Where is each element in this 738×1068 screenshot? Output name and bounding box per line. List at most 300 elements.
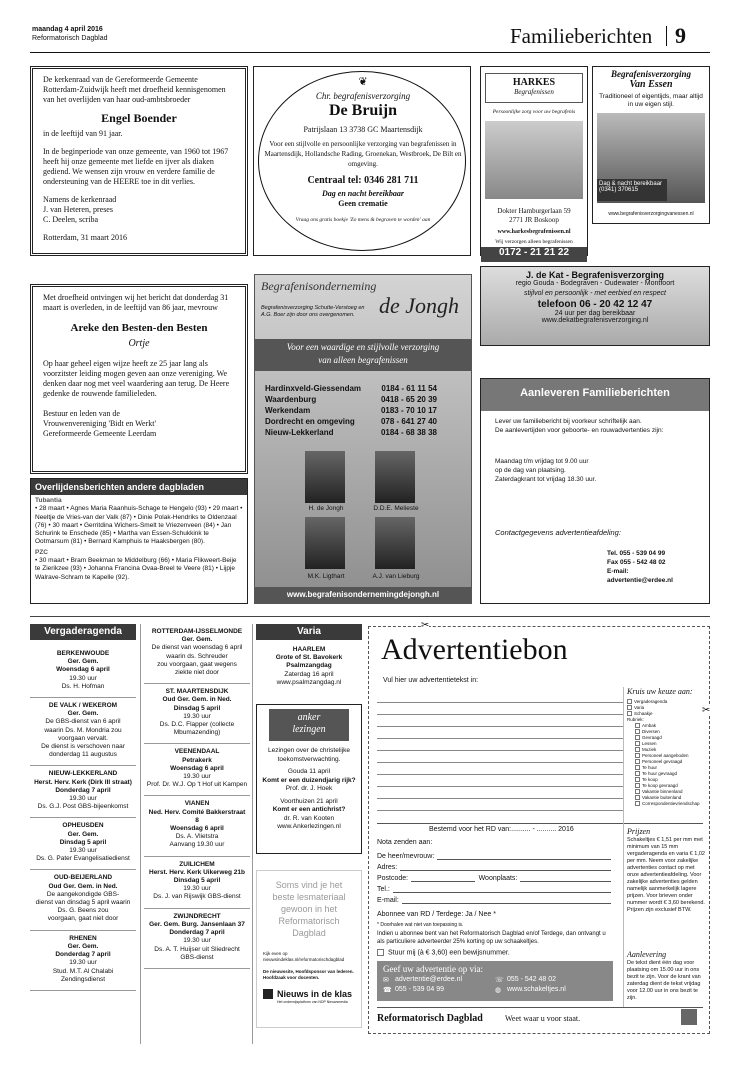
agenda-place: DE VALK / WEKEROM [48, 702, 118, 710]
field-input[interactable] [400, 863, 611, 871]
notice-besten [30, 284, 248, 474]
notice-age: in de leeftijd van 91 jaar. [43, 129, 123, 138]
agenda-place: ROTTERDAM-IJSSELMONDE [151, 628, 243, 635]
dekat-slogan: stijlvol en persoonlijk - met eerbied en respect [523, 290, 666, 297]
notice-sign: J. van Heteren, preses [43, 205, 113, 214]
field-label: Postcode: [377, 875, 409, 882]
ad-text-line[interactable] [377, 727, 623, 739]
ad-text-line[interactable] [377, 703, 623, 715]
agenda-when: Dinsdag 5 april [59, 838, 107, 846]
option-label: Rubriek: [627, 717, 644, 722]
agenda-when: Woensdag 6 april [170, 825, 224, 833]
bon-text-lines[interactable] [377, 691, 623, 811]
aanleveren-p2: De aanlevertijden voor geboorte- en rouwadvertenties zijn: [495, 427, 664, 434]
aanleveren-box [480, 378, 710, 604]
office-phone: 078 - 641 27 40 [380, 417, 437, 426]
ad-phone: Centraal tel: 0346 281 711 [307, 175, 419, 186]
option-label: Te huur [642, 765, 658, 770]
nieuws-logo [263, 989, 355, 999]
agenda-item [144, 684, 250, 744]
field-input[interactable] [393, 885, 611, 893]
agenda-when: Woensdag 6 april [170, 764, 224, 772]
agenda-place: ZWIJNDRECHT [173, 912, 221, 920]
option-checkbox[interactable] [635, 789, 640, 794]
office-row [265, 405, 465, 416]
notice-intro: De kerkenraad van de Gereformeerde Gemeente Rotterdam-Zuidwijk heeft met droefheid kennisgenomen van het overlijden van haar oud-ambtsbroeder [43, 75, 226, 104]
person-name: D.D.E. Melieste [373, 505, 419, 512]
dekat-region: regio Gouda - Bodegraven - Oudewater - Montfoort [515, 280, 675, 287]
harkes-logo [485, 73, 583, 103]
agenda-item [144, 744, 250, 796]
field-input[interactable] [437, 852, 611, 860]
ad-nieuws-in-de-klas [256, 870, 362, 1028]
agenda-time: 19.30 uur [183, 773, 211, 781]
agenda-time: 19.30 uur [183, 885, 211, 893]
office-phone: 0183 - 70 10 17 [380, 406, 437, 415]
office-phone: 0418 - 65 20 39 [380, 395, 437, 404]
geef-email[interactable]: advertentie@erdee.nl [395, 976, 463, 983]
varia-when: Zaterdag 16 april [284, 670, 334, 678]
bon-side-divider [623, 687, 624, 1007]
header-divider [666, 26, 667, 46]
option-checkbox[interactable] [635, 735, 640, 740]
field-row[interactable] [377, 882, 611, 893]
aanleveren-t3: Zaterdagkrant tot vrijdag 18.30 uur. [495, 476, 597, 483]
ad-harkes [480, 66, 588, 256]
option-checkbox[interactable] [635, 783, 640, 788]
person-photo [375, 451, 415, 503]
geef-web[interactable]: www.schakeltjes.nl [507, 986, 566, 993]
agenda-extra: De dienst is verschoven naar donderdag 11 augustus [41, 743, 125, 759]
agenda-org: Ger. Gem. [67, 710, 99, 718]
office-row [265, 383, 465, 394]
agenda-time: dienst van dinsdag 5 april waarin Ds. G. Beens zou [35, 899, 131, 915]
option-checkbox[interactable] [635, 741, 640, 746]
office-place: Waardenburg [265, 395, 317, 404]
agenda-when: Donderdag 7 april [55, 951, 111, 959]
bon-kruis: Kruis uw keuze aan: [627, 687, 693, 696]
agenda-extra: voorgaan, gaat niet door [47, 915, 119, 923]
dejongh-slogan-1: Voor een waardige en stijlvolle verzorging [286, 342, 440, 352]
agenda-place: VEENENDAAL [174, 748, 220, 756]
source-name: PZC [35, 548, 48, 556]
column-divider [252, 624, 253, 1044]
agenda-time: 19.30 uur [183, 712, 211, 720]
agenda-extra: Ds. H. Hofman [61, 682, 105, 690]
agenda-place: NIEUW-LEKKERLAND [48, 770, 118, 778]
notice-intro: Met droefheid ontvingen wij het bericht dat donderdag 31 maart is overleden, in de leeftijd van 86 jaar, mevrouw [43, 293, 229, 312]
agenda-extra: Aanvang 19.30 uur [169, 841, 225, 849]
agenda-time: 19.30 uur [69, 959, 97, 967]
ad-service: Voor een stijlvolle en persoonlijke verzorging van begrafenissen in Maartensdijk, Hollandsche Rading, Groenekan, Westbroek, De Bilt en omgeving. [264, 140, 462, 168]
bon-nota: Nota zenden aan: [377, 839, 433, 846]
office-row [265, 394, 465, 405]
ad-cremation: Geen crematie [338, 199, 388, 208]
aanleveren-body [481, 411, 709, 591]
person-name: M.K. Ligthart [307, 573, 345, 580]
agenda-org: Ger. Gem. [67, 830, 99, 838]
mail-icon: ✉ [383, 977, 389, 984]
bon-divider [377, 823, 703, 824]
harkes-address: Dokter Hamburgerlaan 59 [497, 207, 571, 215]
agenda-when: Donderdag 7 april [55, 786, 111, 794]
column-divider [140, 624, 141, 1044]
aanleveren-t1: Maandag t/m vrijdag tot 9.00 uur [495, 458, 589, 465]
option-label: Te koop [642, 777, 658, 782]
web-icon: ◍ [495, 987, 502, 994]
agenda-item [30, 766, 136, 818]
ad-booklet: Vraag ons gratis boekje 'Zo mens & begraven te worden' aan [295, 217, 431, 223]
aanlevering-text: De tekst dient één dag voor plaatsing om 15.00 uur in ons bezit te zijn. Voor de krant van zaterdag dient de tekst vrijdag voor 12.00 uur in ons bezit te zijn. [627, 960, 701, 1001]
agenda-item [144, 624, 250, 684]
dekat-phone: telefoon 06 - 20 42 12 47 [537, 299, 653, 310]
ad-text-line[interactable] [377, 739, 623, 751]
agenda-item [144, 857, 250, 909]
dejongh-slogan [255, 339, 471, 371]
office-place: Dordrecht en omgeving [265, 417, 355, 426]
anker-l2: Gouda 11 april [287, 768, 331, 775]
field-label: Woonplaats: [478, 875, 518, 882]
agenda-org: Ger. Gem. [181, 636, 213, 644]
advertentiebon [368, 620, 711, 1034]
stuur-label: Stuur mij (à € 3,60) een bewijsnummer. [387, 949, 510, 957]
vanessen-web: www.begrafenisverzorgingvanessen.nl [608, 211, 694, 217]
person-photo [305, 517, 345, 569]
varia-place: HAARLEM [292, 646, 326, 653]
prijzen-title: Prijzen [627, 827, 651, 836]
notice-sign: Bestuur en leden van de [43, 409, 120, 418]
varia-web[interactable]: www.psalmzangdag.nl [276, 678, 342, 686]
office-phone: 0184 - 68 38 38 [380, 428, 437, 437]
ad-de-jongh [254, 274, 472, 604]
ad-text-line[interactable] [377, 787, 623, 799]
person-photo [305, 451, 345, 503]
office-place: Hardinxveld-Giessendam [265, 384, 362, 393]
anker-logo-1: anker [297, 712, 321, 723]
bon-abonnee[interactable]: Abonnee van RD / Terdege: Ja / Nee * [377, 911, 496, 918]
geef-phone: 055 - 539 04 99 [395, 986, 445, 993]
field-label: Tel.: [377, 886, 390, 893]
office-place: Werkendam [265, 406, 311, 415]
option-checkbox[interactable] [635, 795, 640, 800]
ad-text-line[interactable] [377, 763, 623, 775]
section-title: Familieberichten [510, 24, 653, 48]
geef-fax: 055 - 542 48 02 [507, 976, 557, 983]
option-row[interactable] [627, 801, 709, 807]
dekat-name: J. de Kat - Begrafenisverzorging [525, 270, 665, 280]
ad-de-bruijn [253, 66, 471, 256]
bon-footnote: * Doorhalen wat niet van toepassing is. [377, 922, 464, 928]
dekat-web: www.dekatbegrafenisverzorging.nl [541, 317, 649, 324]
dejongh-name: de Jongh [379, 293, 460, 318]
bon-korting: Indien u abonnee bent van het Reformatorisch Dagblad en/of Terdege, dan ontvangt u als particuliere adverteerder 25% korting op uw schaakeltjes. [377, 931, 606, 945]
option-checkbox[interactable] [635, 723, 640, 728]
agenda-org: Ger. Gem. Burg. Jansenlaan 37 [149, 920, 245, 928]
vanessen-hours: Dag & nacht bereikbaar [599, 181, 663, 187]
person-name: H. de Jongh [308, 505, 344, 512]
contact-email[interactable]: E-mail: advertentie@erdee.nl [607, 568, 673, 584]
option-label: Muziek [642, 747, 657, 752]
bon-brand-slogan: Weet waar u voor staat. [505, 1014, 581, 1023]
option-label: Varia [634, 705, 645, 710]
harkes-photo [485, 121, 583, 199]
option-label: Diversen [642, 729, 660, 734]
person-photo [375, 517, 415, 569]
field-input[interactable] [520, 874, 611, 882]
agenda-when: Woensdag 6 april [56, 666, 110, 674]
vergaderagenda-title: Vergaderagenda [30, 624, 136, 640]
agenda-item [144, 796, 250, 856]
anker-logo-2: lezingen [292, 724, 326, 735]
field-label: Adres: [377, 864, 398, 871]
agenda-place: OUD-BEIJERLAND [53, 874, 113, 882]
varia-item [256, 646, 362, 687]
harkes-phone: 0172 - 21 21 22 [481, 247, 587, 262]
deceased-name: Areke den Besten-den Besten [70, 322, 208, 334]
fax-icon: ☏ [495, 977, 504, 984]
anker-l4: Prof. dr. J. Hoek [285, 785, 333, 792]
vanessen-slogan: Traditioneel of eigentijds, maar altijd in uw eigen stijl. [599, 93, 703, 108]
agenda-when: Dinsdag 5 april [173, 704, 221, 712]
notice-body: Op haar geheel eigen wijze heeft ze 25 jaar lang als voorzitster leiding mogen geven aan onze vereniging. We denken daar nog met veel waardering aan terug. De Heere gedenke de rouwende familieleden. [43, 359, 230, 398]
vergaderagenda-col2 [144, 624, 250, 969]
aanleveren-title: Aanleveren Familieberichten [481, 379, 709, 411]
agenda-time: waarin Ds. M. Mondria zou voorgaan vervalt. [44, 726, 122, 742]
notice-place: Rotterdam, 31 maart 2016 [43, 233, 127, 242]
agenda-item [144, 909, 250, 969]
aanleveren-t2: op de dag van plaatsing. [495, 467, 566, 474]
office-row [265, 416, 465, 427]
option-checkbox[interactable] [635, 801, 640, 806]
field-row[interactable] [377, 893, 611, 904]
nieuws-small: De nieuwssite, Hoofdsponsor van lederen. Hoofdzaak voor docenten. [263, 969, 354, 980]
dejongh-sub: Begrafenisverzorging Schutte-Verstoeg en A.G. Boer zijn door ons overgenomen. [261, 305, 365, 318]
dejongh-web: www.begrafenisondernemingdejongh.nl [255, 587, 471, 603]
header-date: maandag 4 april 2016 [32, 26, 103, 33]
agenda-extra: Ds. G. Pater Evangelisatiedienst [36, 855, 130, 863]
contact-tel: Tel. 055 - 539 04 99 [607, 550, 666, 557]
agenda-org: Oud Ger. Gem. in Ned. [48, 882, 118, 890]
harkes-name: HARKES [512, 77, 556, 88]
agenda-place: VIANEN [184, 800, 210, 808]
varia-title: Varia [256, 624, 362, 640]
option-label: Correspondentievriendschap [642, 801, 700, 806]
anker-l5: Voorthuizen 21 april [280, 797, 338, 805]
option-checkbox[interactable] [635, 747, 640, 752]
field-row[interactable] [377, 860, 611, 871]
option-label: Personeel aangeboden [642, 753, 689, 758]
ad-text-line[interactable] [377, 715, 623, 727]
ad-text-line[interactable] [377, 799, 623, 811]
agenda-extra: Prof. Dr. W.J. Op 't Hof uit Kampen [146, 781, 248, 789]
harkes-web: www.harkesbegrafenissen.nl [497, 229, 571, 235]
vanessen-contact [597, 179, 667, 201]
agenda-when: Donderdag 7 april [169, 929, 225, 937]
nieuws-logo-text: Nieuws in de klas [277, 989, 353, 999]
agenda-item [30, 646, 136, 698]
vanessen-title: Van Essen [629, 79, 673, 90]
header-paper: Reformatorisch Dagblad [32, 35, 108, 42]
agenda-org: Oud Ger. Gem. in Ned. [162, 696, 232, 704]
agenda-extra: ziekte niet door [174, 669, 220, 677]
harkes-note: Wij verzorgen alleen begrafenissen [495, 239, 573, 245]
anker-logo [269, 709, 349, 741]
bon-geef [377, 961, 613, 1001]
field-row[interactable] [377, 871, 611, 882]
option-checkbox[interactable] [635, 759, 640, 764]
deceased-name: Engel Boender [101, 111, 177, 125]
notice-sign: C. Deelen, scriba [43, 215, 99, 224]
office-place: Nieuw-Lekkerland [265, 428, 334, 437]
bon-bestemd: Bestemd voor het RD van:.......... - .......... 2016 [429, 826, 574, 833]
bon-brand: Reformatorisch Dagblad [377, 1013, 483, 1024]
dejongh-title: Begrafenisonderneming [261, 279, 377, 293]
dejongh-offices [265, 383, 465, 438]
geef-title: Geef uw advertentie op via: [383, 964, 483, 974]
notice-sign: Gereformeerde Gemeente Leerdam [43, 429, 157, 438]
agenda-item [30, 818, 136, 870]
nieuws-small: Kijk even op nieuwsindeklas.nl/reformatorischdagblad [263, 951, 345, 962]
office-row [265, 427, 465, 438]
notice-boender [30, 66, 248, 256]
anker-l7: dr. R. van Kooten [283, 814, 335, 822]
option-label: Ambak [642, 723, 657, 728]
bon-stuur[interactable] [377, 949, 510, 956]
scissors-icon: ✂ [702, 705, 711, 716]
option-checkbox[interactable] [635, 777, 640, 782]
ad-de-kat [480, 266, 710, 346]
option-label: Te koop gevraagd [642, 783, 678, 788]
bon-title: Advertentiebon [381, 633, 568, 666]
agenda-when: Dinsdag 5 april [173, 877, 221, 885]
prijzen-text: Schakeltjes € 1,51 per mm met minimum van 15 mm vergaderagenda en varia € 1,02 per mm. Neem voor zakelijke advertenties contact op met onze advertentieafdeling. Voor zakelijke advertenties gelden namelijk aanmerkelijk lagere prijzen. Voor brieven onder nummer wordt € 3,60 berekend. Prijzen zijn exclusief BTW. [627, 837, 705, 913]
agenda-place: RHENEN [69, 934, 97, 942]
dejongh-slogan-2: van alleen begrafenissen [318, 355, 408, 365]
agenda-extra: Ds. G.J. Post GBS-bijeenkomst [37, 803, 129, 811]
phone-icon: ☎ [383, 987, 392, 994]
agenda-time: 19.30 uur [69, 847, 97, 855]
section-rule [30, 616, 710, 617]
option-label: Te huur gevraagd [642, 771, 678, 776]
agenda-place: ZUILICHEM [179, 860, 215, 868]
anker-l1: Lezingen over de christelijke toekomstverwachting. [267, 747, 351, 763]
aanlevering-title: Aanlevering [627, 950, 667, 959]
bon-fields [377, 849, 611, 904]
option-label: Personeel gevraagd [642, 759, 683, 764]
agenda-item [30, 931, 136, 991]
field-row[interactable] [377, 849, 611, 860]
bon-intro: Vul hier uw advertentietekst in: [383, 677, 479, 684]
notice-body: In de beginperiode van onze gemeente, van 1960 tot 1967 heeft hij onze gemeente met liefde en ijver als diaken gediend. We wensen zijn vrouw en verdere familie de ondersteuning van de HEERE toe in dit verlies. [43, 147, 229, 186]
option-checkbox[interactable] [635, 729, 640, 734]
source-text: • 28 maart • Agnes Maria Raanhuis-Schage te Hengelo (93) • 29 maart • Neeltje de Vries-van der Valk (87) • Dinie Polak-Hendriks te Oldenzaal (76) • 30 maart • Gerritdina Wichers-Smelt te Vriezenveen (84) • Jan Schurink te Enschede (85) • Martha van Essen-Schukkink te Ootmarsum (81) • Bernard Kamphuis te Haaksbergen (80). [35, 505, 243, 546]
header-rule [30, 52, 710, 53]
option-checkbox[interactable] [627, 711, 632, 716]
nieuws-text: Soms vind je het beste lesmateriaal gewoon in het Reformatorisch Dagblad [272, 880, 346, 938]
overlijdens-title: Overlijdensberichten andere dagbladen [31, 479, 247, 495]
agenda-extra: Ds. J. van Rijswijk GBS-dienst [153, 893, 241, 901]
rd-logo-icon [681, 1009, 697, 1025]
ad-text-line[interactable] [377, 751, 623, 763]
crest-icon: ❦ [358, 76, 368, 88]
deceased-nickname: Ortje [128, 338, 150, 349]
field-label: E-mail: [377, 897, 399, 904]
nieuws-logo-sub: Het onderwijsplatform van NDP Nieuwsmedia [277, 1000, 348, 1004]
stuur-checkbox[interactable] [377, 949, 384, 956]
ad-ankerlezingen [256, 704, 362, 854]
agenda-extra: Ds. D.C. Flapper (collecte Mbumazending) [159, 721, 235, 737]
varia-org: Grote of St. Bavokerk Psalmzangdag [275, 654, 343, 670]
option-label: Vergaderagenda [634, 699, 668, 704]
geef-row [383, 976, 607, 984]
option-label: Schaakje [634, 711, 653, 716]
field-input[interactable] [411, 874, 474, 882]
source-name: Tubantia [35, 497, 62, 504]
agenda-org: Herst. Herv. Kerk (Dirk III straat) [34, 778, 132, 786]
option-checkbox[interactable] [635, 765, 640, 770]
option-label: Vakantie buitenland [642, 795, 682, 800]
source-text: • 30 maart • Bram Beekman te Middelburg (66) • Maria Flikweert-Beije te Zierikzee (93) • Johanna Francina Ovaa-Breel te Veere (81) • Lijpje Walrave-Schram te Kapelle (92). [35, 557, 237, 581]
ad-tagline: Chr. begrafenisverzorging [315, 91, 411, 101]
option-checkbox[interactable] [635, 771, 640, 776]
agenda-item [30, 698, 136, 766]
ad-name: De Bruijn [329, 102, 397, 119]
option-checkbox[interactable] [635, 753, 640, 758]
field-label: De heer/mevrouw: [377, 853, 435, 860]
notice-sign: Namens de kerkenraad [43, 195, 117, 204]
agenda-time: zou voorgaan, gaat wegens [157, 660, 237, 668]
contact-fax: Fax 055 - 542 48 02 [607, 559, 666, 566]
page-number: 9 [675, 23, 686, 48]
option-label: Vakantie binnenland [642, 789, 683, 794]
agenda-when: De dienst van woensdag 6 april waarin ds. Schreuder [151, 644, 243, 660]
agenda-when: De GBS-dienst van 6 april [45, 718, 121, 726]
ad-text-line[interactable] [377, 775, 623, 787]
anker-l6: Komt er een antichrist? [272, 806, 346, 813]
nieuws-logo-icon [263, 989, 273, 999]
agenda-org: Petrakerk [182, 756, 212, 764]
field-input[interactable] [402, 896, 611, 904]
option-label: Lessen [642, 741, 657, 746]
option-checkbox[interactable] [627, 699, 632, 704]
contact-title: Contactgegevens advertentieafdeling: [495, 528, 621, 537]
harkes-sub: Begrafenissen [514, 88, 554, 96]
agenda-time: Ds. A. Vlietstra [175, 833, 219, 841]
agenda-place: ST. MAARTENSDIJK [165, 688, 229, 696]
contact-block [607, 549, 695, 585]
anker-l3: Komt er een duizendjarig rijk? [262, 776, 356, 784]
dekat-hours: 24 uur per dag bereikbaar [554, 310, 636, 317]
agenda-place: OPHEUSDEN [62, 822, 104, 830]
overlijdens-source [31, 495, 247, 584]
agenda-org: Herst. Herv. Kerk Uikerweg 21b [149, 868, 245, 876]
harkes-slogan: Persoonlijke zorg voor uw begrafenis [492, 109, 576, 115]
agenda-org: Ger. Gem. [67, 658, 99, 666]
person-name: A.J. van Lieburg [372, 573, 420, 580]
ad-text-line[interactable] [377, 691, 623, 703]
aanleveren-p1: Lever uw familiebericht bij voorkeur schriftelijk aan. [495, 418, 642, 425]
scissors-icon: ✂ [421, 620, 430, 631]
ad-van-essen [592, 66, 710, 224]
option-checkbox[interactable] [627, 705, 632, 710]
anker-l8[interactable]: www.Ankerlezingen.nl [277, 823, 341, 830]
agenda-extra: Ds. A. T. Huijser uit Sliedrecht GBS-dienst [154, 945, 240, 961]
bon-footer [377, 1007, 703, 1008]
bon-options [627, 699, 709, 807]
vanessen-title: Begrafenisverzorging [610, 69, 691, 79]
office-phone: 0184 - 61 11 54 [381, 384, 437, 393]
agenda-time: 19.30 uur [69, 795, 97, 803]
